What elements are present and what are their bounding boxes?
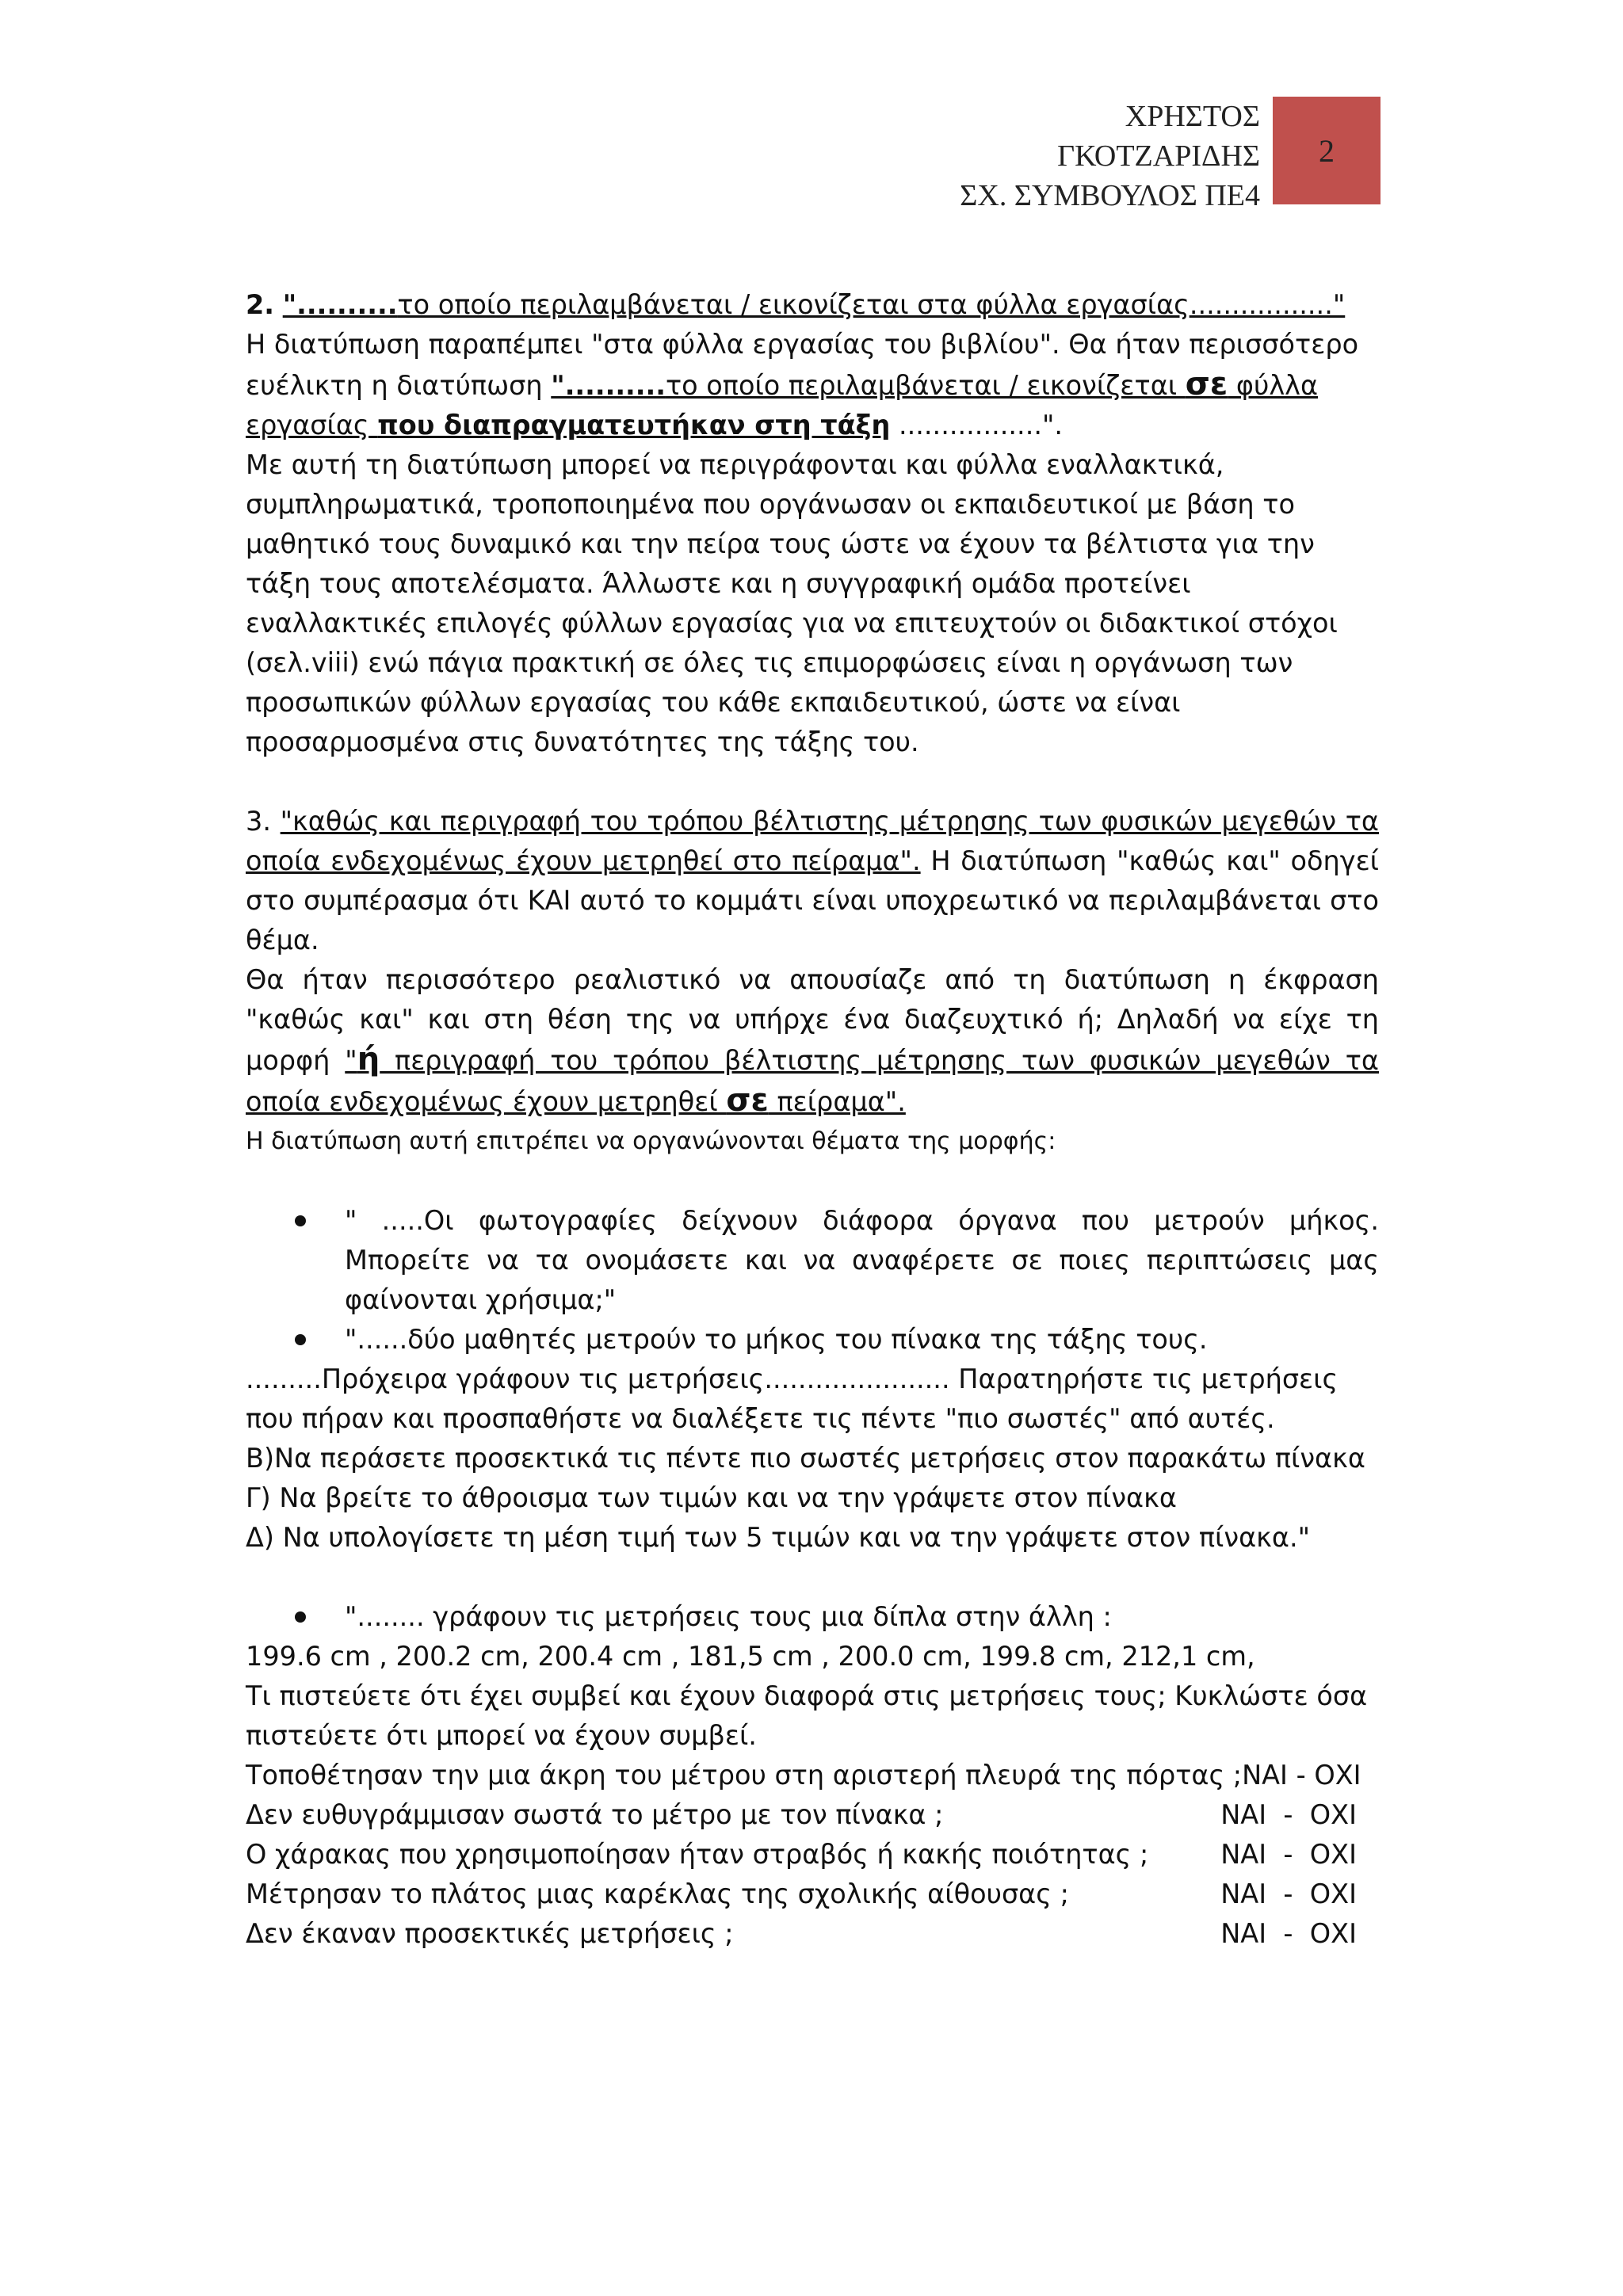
spacer — [246, 1161, 1379, 1201]
section-2-paragraph-2: Με αυτή τη διατύπωση μπορεί να περιγράφονται και φύλλα εναλλακτικά, συμπληρωματικά, τροποποιημένα που οργάνωσαν οι εκπαιδευτικοί με βάση το μαθητικό τους δυναμικό και την πείρα τους ώστε να έχουν τα βέλτιστα για την τάξη τους αποτελέσματα. Άλλωστε και η συγγραφική ομάδα προτείνει εναλλακτικές επιλογές φύλλων εργασίας για να επιτευχτούν οι διδακτικοί στόχοι (σελ.viii) ενώ πάγια πρακτική σε όλες τις επιμορφώσεις είναι η οργάνωση των προσωπικών φύλλων εργασίας του κάθε εκπαιδευτικού, ώστε να είναι προσαρμοσμένα στις δυνατότητες της τάξης του. — [246, 449, 1338, 757]
measurements-line: 199.6 cm , 200.2 cm, 200.4 cm , 181,5 cm , 200.0 cm, 199.8 cm, 212,1 cm, — [246, 1641, 1255, 1672]
list-item: " .....Οι φωτογραφίες δείχνουν διάφορα όργανα που μετρούν μήκος. Μπορείτε να τα ονομάσετε και να αναφέρετε σε ποιες περιπτώσεις μας φαίνονται χρήσιμα;" — [246, 1201, 1379, 1320]
bullet-icon — [295, 1611, 306, 1623]
document-body — [246, 285, 1379, 1954]
header-author — [960, 97, 1260, 206]
author-surname: ΓΚΟΤΖΑΡΙΔΗΣ — [1057, 139, 1260, 173]
bullet-icon — [295, 1215, 306, 1226]
bullet-icon — [295, 1334, 306, 1345]
question-row-1: Τοποθέτησαν την μια άκρη του μέτρου στη αριστερή πλευρά της πόρτας ;ΝΑΙ - ΟΧΙ — [246, 1760, 1361, 1791]
section-3-intro: Η διατύπωση αυτή επιτρέπει να οργανώνονται θέματα της μορφής: — [246, 1127, 1056, 1155]
section-2-heading: 2. "..........το οποίο περιλαμβάνεται / εικονίζεται στα φύλλα εργασίας................." — [246, 289, 1346, 320]
page-number: 2 — [1319, 132, 1335, 169]
author-name: ΧΡΗΣΤΟΣ — [1125, 100, 1260, 133]
spacer — [246, 762, 1379, 802]
list-item: "......δύο μαθητές μετρούν το μήκος του πίνακα της τάξης τους. — [246, 1320, 1379, 1360]
instruction-d: Δ) Να υπολογίσετε τη μέση τιμή των 5 τιμών και να την γράψετε στον πίνακα." — [246, 1522, 1311, 1553]
spacer — [246, 1558, 1379, 1597]
instruction-c: Γ) Να βρείτε το άθροισμα των τιμών και να την γράψετε στον πίνακα — [246, 1482, 1177, 1513]
question-text: Τι πιστεύετε ότι έχει συμβεί και έχουν διαφορά στις μετρήσεις τους; Κυκλώστε όσα πιστεύετε ότι μπορεί να έχουν συμβεί. — [246, 1680, 1368, 1751]
section-2-paragraph-1: Η διατύπωση παραπέμπει "στα φύλλα εργασίας του βιβλίου". Θα ήταν περισσότερο ευέλικτη η διατύπωση "..........το οποίο περιλαμβάνεται / εικονίζεται σε φύλλα εργασίας που διαπραγματευτήκαν στη τάξη .................". — [246, 329, 1359, 441]
question-row: Δεν ευθυγράμμισαν σωστά το μέτρο με τον πίνακα ; ΝΑΙ - ΟΧΙ — [246, 1799, 1357, 1830]
question-row: Δεν έκαναν προσεκτικές μετρήσεις ; ΝΑΙ - ΟΧΙ — [246, 1918, 1357, 1949]
section-3-paragraph-2: Θα ήταν περισσότερο ρεαλιστικό να απουσίαζε από τη διατύπωση η έκφραση "καθώς και" και στη θέση της να υπήρχε ένα διαζευχτικό ή; Δηλαδή να είχε τη μορφή "ή περιγραφή του τρόπου βέλτιστης μέτρησης των φυσικών μεγεθών τα οποία ενδεχομένως έχουν μετρηθεί σε πείραμα". — [246, 964, 1379, 1119]
question-rows — [246, 1795, 1357, 1954]
example-list-2 — [246, 1597, 1379, 1637]
author-title: ΣΧ. ΣΥΜΒΟΥΛΟΣ ΠΕ4 — [960, 179, 1260, 206]
question-row: Ο χάρακας που χρησιμοποίησαν ήταν στραβός ή κακής ποιότητας ; ΝΑΙ - ΟΧΙ — [246, 1839, 1357, 1870]
instruction-a: .........Πρόχειρα γράφουν τις μετρήσεις...................... Παρατηρήστε τις μετρήσεις που πήραν και προσπαθήστε να διαλέξετε τις πέντε "πιο σωστές" από αυτές. — [246, 1363, 1338, 1434]
example-list — [246, 1201, 1379, 1360]
page-number-box — [1273, 97, 1381, 204]
question-row: Μέτρησαν το πλάτος μιας καρέκλας της σχολικής αίθουσας ; ΝΑΙ - ΟΧΙ — [246, 1878, 1357, 1909]
section-3-paragraph-1: 3. "καθώς και περιγραφή του τρόπου βέλτιστης μέτρησης των φυσικών μεγεθών τα οποία ενδεχομένως έχουν μετρηθεί στο πείραμα". Η διατύπωση "καθώς και" οδηγεί στο συμπέρασμα ότι ΚΑΙ αυτό το κομμάτι είναι υποχρεωτικό να περιλαμβάνεται στο θέμα. — [246, 806, 1380, 955]
instruction-b: Β)Να περάσετε προσεκτικά τις πέντε πιο σωστές μετρήσεις στον παρακάτω πίνακα — [246, 1443, 1365, 1474]
list-item: "........ γράφουν τις μετρήσεις τους μια δίπλα στην άλλη : — [246, 1597, 1379, 1637]
